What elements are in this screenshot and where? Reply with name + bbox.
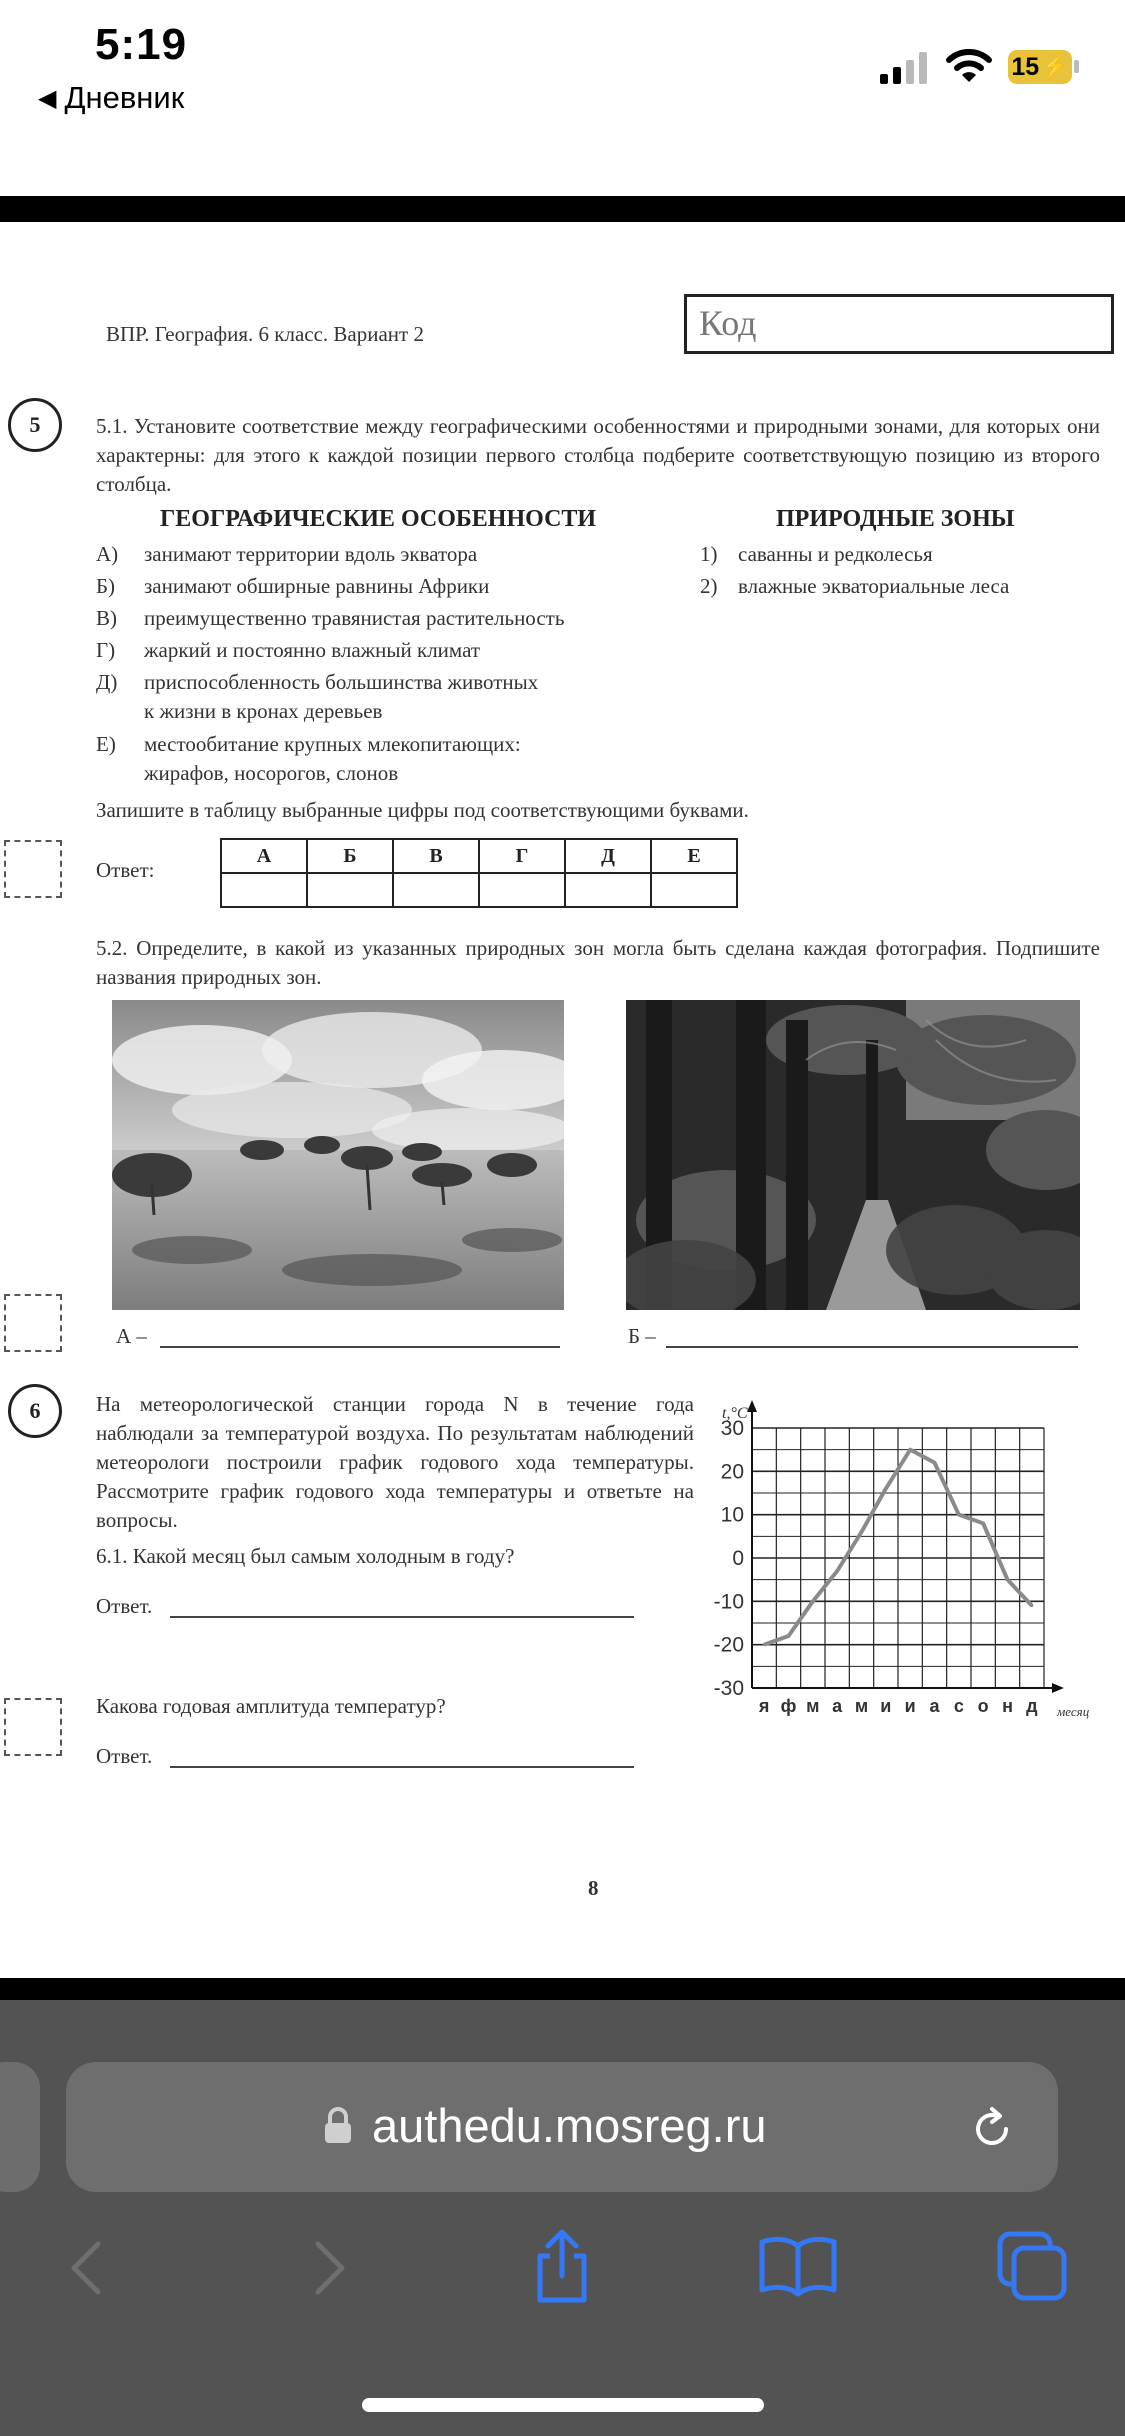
- answer-label-2: Ответ.: [96, 1744, 153, 1768]
- answer-table-input-row: [221, 873, 737, 907]
- answer-cell[interactable]: [393, 873, 479, 907]
- temperature-point: [957, 1513, 960, 1516]
- feature-item: Б) занимают обширные равнины Африки: [96, 574, 490, 598]
- answer-table-header: Б: [307, 839, 393, 873]
- code-box: [684, 294, 1114, 354]
- page-header-title: ВПР. География. 6 класс. Вариант 2: [106, 322, 424, 346]
- temperature-point: [909, 1448, 912, 1451]
- chart-x-label: месяц: [1057, 1704, 1090, 1719]
- feature-item: В) преимущественно травянистая растительность: [96, 606, 565, 630]
- back-label: Дневник: [64, 80, 185, 115]
- answer-table-header: Г: [479, 839, 565, 873]
- task-6-2-question: Какова годовая амплитуда температур?: [96, 1694, 446, 1718]
- home-indicator: [362, 2398, 764, 2412]
- answer-label-1: Ответ.: [96, 1594, 153, 1618]
- x-axis-arrow: [1052, 1683, 1064, 1693]
- chart-grid: [747, 1400, 1064, 1693]
- temperature-chart: [712, 1396, 1112, 1736]
- tabs-icon[interactable]: [996, 2230, 1070, 2302]
- x-tick-label: о: [977, 1696, 989, 1716]
- x-tick-label: м: [806, 1696, 820, 1716]
- chart-x-ticks: [758, 1696, 1038, 1716]
- answer-table-header: А: [221, 839, 307, 873]
- y-tick-label: -20: [713, 1633, 744, 1657]
- x-tick-label: и: [904, 1696, 916, 1716]
- y-tick-label: 10: [720, 1503, 744, 1527]
- code-label: Код: [699, 303, 757, 343]
- photo-b-label: Б –: [628, 1324, 656, 1348]
- x-tick-label: ф: [780, 1696, 797, 1716]
- y-axis-arrow: [747, 1400, 757, 1412]
- temperature-point: [787, 1635, 790, 1638]
- charging-bolt-icon: ⚡: [1041, 54, 1069, 79]
- answer-table-header: В: [393, 839, 479, 873]
- document-page: [0, 222, 1125, 1977]
- task-6-number: 6: [8, 1384, 62, 1438]
- score-box: [4, 840, 62, 898]
- temperature-point: [763, 1643, 766, 1646]
- photo-a-label: А –: [116, 1324, 147, 1348]
- x-tick-label: н: [1002, 1696, 1013, 1716]
- task-5-2-text: 5.2. Определите, в какой из указанных природных зон могла быть сделана каждая фотография. Подпишите названия природных зон.: [96, 936, 1100, 989]
- x-tick-label: а: [929, 1696, 940, 1716]
- answer-table: [220, 838, 738, 908]
- answer-table-header: Д: [565, 839, 651, 873]
- rainforest-photo: [626, 1000, 1080, 1310]
- feature-item: А) занимают территории вдоль экватора: [96, 542, 478, 566]
- share-icon[interactable]: [528, 2228, 596, 2306]
- answer-table-header-row: [221, 839, 737, 873]
- feature-item: Д) приспособленность большинства животных к жизни в кронах деревьев: [96, 670, 539, 723]
- battery-tip: [1074, 60, 1079, 73]
- feature-item: Г) жаркий и постоянно влажный климат: [96, 638, 481, 662]
- zone-item: 1) саванны и редколесья: [700, 542, 933, 566]
- chart-y-label: t,°C: [722, 1405, 748, 1422]
- back-to-diary-link[interactable]: [38, 80, 184, 116]
- y-tick-label: 20: [720, 1460, 744, 1484]
- temperature-point: [1006, 1578, 1009, 1581]
- reload-icon[interactable]: [966, 2103, 1018, 2155]
- answer-cell[interactable]: [651, 873, 737, 907]
- chart-y-ticks: [714, 1417, 744, 1700]
- battery-indicator: [1008, 50, 1072, 84]
- answer-cell[interactable]: [565, 873, 651, 907]
- previous-tab-preview[interactable]: [0, 2062, 40, 2192]
- x-tick-label: д: [1026, 1696, 1038, 1716]
- answer-cell[interactable]: [221, 873, 307, 907]
- feature-item: Е) местообитание крупных млекопитающих: жирафов, носорогов, слонов: [96, 732, 521, 785]
- temperature-point: [1030, 1604, 1033, 1607]
- y-tick-label: -10: [713, 1590, 744, 1614]
- answer-line-1[interactable]: [170, 1616, 634, 1618]
- temperature-point: [860, 1531, 863, 1534]
- answer-label: Ответ:: [96, 858, 155, 882]
- x-tick-label: и: [880, 1696, 892, 1716]
- page-number: 8: [588, 1876, 599, 1900]
- x-tick-label: а: [832, 1696, 843, 1716]
- forward-nav-icon[interactable]: [308, 2238, 352, 2298]
- answer-line-2[interactable]: [170, 1766, 634, 1768]
- back-triangle-icon: ◀: [38, 84, 57, 112]
- y-tick-label: 30: [720, 1417, 744, 1440]
- x-tick-label: м: [854, 1696, 869, 1716]
- y-tick-label: 0: [732, 1547, 744, 1570]
- task-5-1-text: 5.1. Установите соответствие между географическими особенностями и природными зонами, для которых они характерны: для этого к каждой позиции первого столбца подберите соответствующую позицию из второго столбца.: [96, 414, 1100, 496]
- photo-a-answer-line[interactable]: [160, 1346, 560, 1348]
- temperature-point: [811, 1600, 814, 1603]
- table-instruction: Запишите в таблицу выбранные цифры под соответствующими буквами.: [96, 798, 749, 822]
- temperature-point: [933, 1461, 936, 1464]
- answer-cell[interactable]: [307, 873, 393, 907]
- savanna-photo: [112, 1000, 564, 1310]
- zone-item: 2) влажные экваториальные леса: [700, 574, 1010, 598]
- photo-b-answer-line[interactable]: [666, 1346, 1078, 1348]
- x-tick-label: с: [953, 1696, 964, 1716]
- top-band: [0, 196, 1125, 222]
- task-6-1-question: 6.1. Какой месяц был самым холодным в году?: [96, 1544, 515, 1568]
- wifi-icon: [946, 48, 992, 84]
- task-6-intro: На метеорологической станции города N в течение года наблюдали за температурой воздуха. По результатам наблюдений метеорологи построили график годового хода температуры. Рассмотрите график годового хода температуры и ответьте на вопросы.: [96, 1392, 694, 1532]
- answer-cell[interactable]: [479, 873, 565, 907]
- answer-table-header: Е: [651, 839, 737, 873]
- bookmarks-icon[interactable]: [758, 2232, 838, 2298]
- task-5-number: 5: [8, 398, 62, 452]
- score-box: [4, 1698, 62, 1756]
- temperature-point: [836, 1570, 839, 1573]
- x-tick-label: я: [758, 1696, 770, 1716]
- back-nav-icon[interactable]: [64, 2238, 108, 2298]
- cellular-signal-icon: [878, 50, 930, 86]
- score-box: [4, 1294, 62, 1352]
- status-time: 5:19: [95, 20, 188, 69]
- temperature-point: [982, 1522, 985, 1525]
- zones-column-title: ПРИРОДНЫЕ ЗОНЫ: [776, 506, 1015, 532]
- y-tick-label: -30: [713, 1677, 744, 1700]
- battery-level: 15: [1011, 52, 1040, 81]
- url-text: authedu.mosreg.ru: [372, 2099, 767, 2152]
- lock-icon: [323, 2107, 353, 2145]
- bottom-band: [0, 1978, 1125, 2000]
- features-column-title: ГЕОГРАФИЧЕСКИЕ ОСОБЕННОСТИ: [160, 506, 597, 532]
- temperature-point: [884, 1487, 887, 1490]
